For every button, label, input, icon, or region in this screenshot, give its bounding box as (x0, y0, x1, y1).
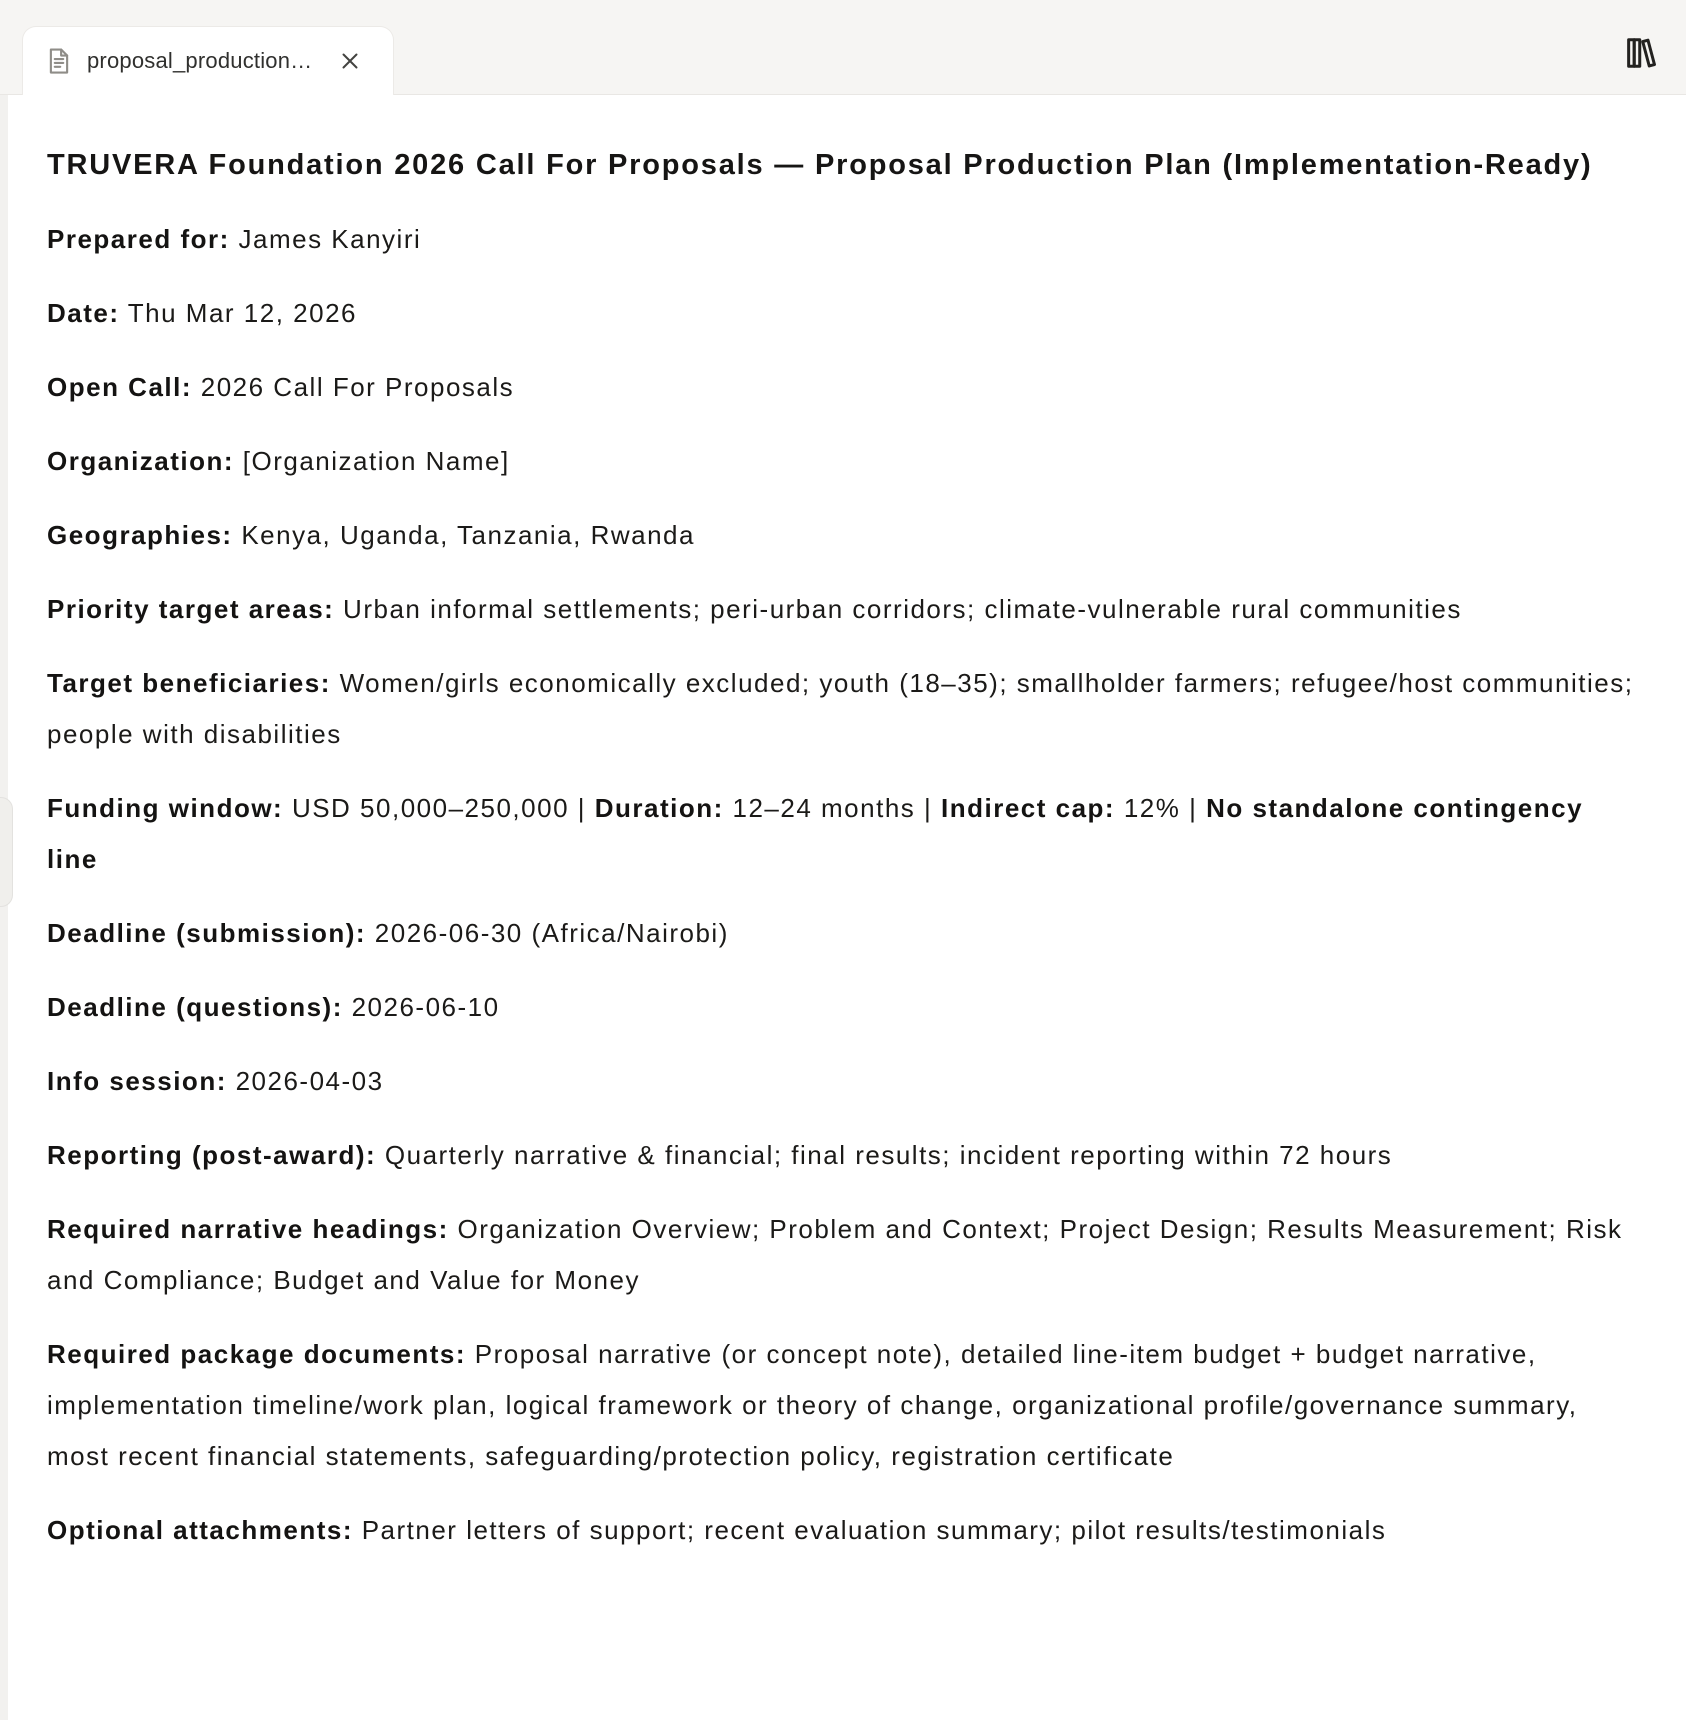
paragraph: Prepared for: James Kanyiri (47, 224, 422, 254)
panel-resize-handle[interactable] (0, 797, 13, 907)
paragraph: Target beneficiaries: Women/girls economically excluded; youth (18–35); smallholder farmers; refugee/host communities; people with disabilities (47, 668, 1634, 749)
close-icon[interactable] (335, 46, 365, 76)
paragraph: Optional attachments: Partner letters of support; recent evaluation summary; pilot results/testimonials (47, 1515, 1387, 1545)
tab-title: proposal_production… (87, 48, 313, 73)
paragraph: Deadline (submission): 2026-06-30 (Africa/Nairobi) (47, 918, 729, 948)
paragraph: Reporting (post-award): Quarterly narrative & financial; final results; incident reporting within 72 hours (47, 1140, 1393, 1170)
paragraph: Required package documents: Proposal narrative (or concept note), detailed line-item budget + budget narrative, implementation timeline/work plan, logical framework or theory of change, organizational profile/governance summary, most recent financial statements, safeguarding/protection policy, registration certificate (47, 1339, 1578, 1471)
tab-bar (0, 0, 1686, 95)
library-icon[interactable] (1620, 32, 1662, 74)
paragraph: Open Call: 2026 Call For Proposals (47, 372, 515, 402)
paragraph: Date: Thu Mar 12, 2026 (47, 298, 358, 328)
document-body (47, 214, 1639, 1556)
paragraph: Priority target areas: Urban informal settlements; peri-urban corridors; climate-vulnerable rural communities (47, 594, 1462, 624)
file-tab[interactable] (22, 26, 394, 95)
paragraph: Geographies: Kenya, Uganda, Tanzania, Rwanda (47, 520, 695, 550)
paragraph: Info session: 2026-04-03 (47, 1066, 384, 1096)
document-view (0, 95, 1686, 1556)
paragraph: Deadline (questions): 2026-06-10 (47, 992, 500, 1022)
paragraph: Organization: [Organization Name] (47, 446, 510, 476)
document-icon (44, 46, 74, 76)
paragraph: Required narrative headings: Organization Overview; Problem and Context; Project Design; Results Measurement; Risk and Compliance; Budget and Value for Money (47, 1214, 1623, 1295)
paragraph: Funding window: USD 50,000–250,000 | Duration: 12–24 months | Indirect cap: 12% | No standalone contingency line (47, 793, 1584, 874)
panel-edge (0, 95, 8, 1720)
document-title: TRUVERA Foundation 2026 Call For Proposals — Proposal Production Plan (Implementation-Ready) (47, 149, 1593, 181)
